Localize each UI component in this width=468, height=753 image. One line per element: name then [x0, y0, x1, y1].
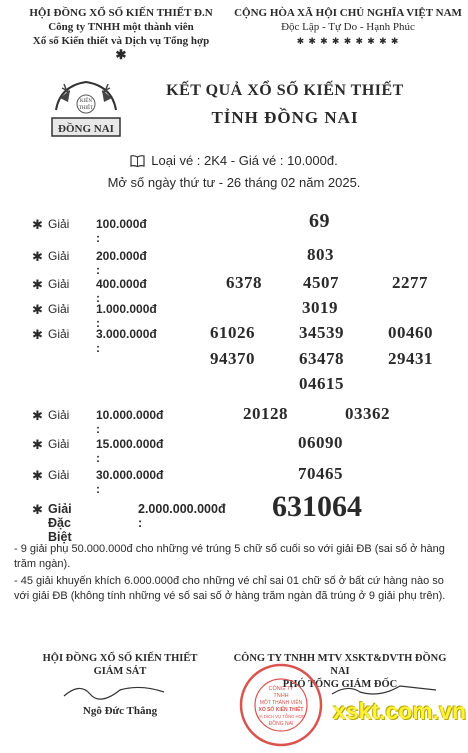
winning-number: 06090 [298, 433, 343, 452]
page-subtitle: TỈNH ĐỒNG NAI [211, 108, 359, 127]
director-signature-scribble [330, 680, 440, 700]
supervisor-org: HỘI ĐỒNG XỔ SỐ KIẾN THIẾT [42, 653, 198, 664]
issuer-name: HỘI ĐỒNG XỔ SỐ KIẾN THIẾT Đ.N [29, 7, 213, 19]
supervisor-signature-scribble [60, 680, 170, 704]
prize-label: Giải [48, 468, 70, 482]
winning-number: 34539 [299, 323, 344, 342]
logo-bottom-text: ĐỒNG NAI [58, 123, 114, 135]
winning-number: 803 [307, 245, 334, 264]
prize-label: Giải [48, 437, 70, 451]
winning-number: 3019 [302, 298, 338, 317]
stamp-line6: ĐỒNG NAI [268, 721, 294, 727]
winning-number: 61026 [210, 323, 255, 342]
page-title: KẾT QUẢ XỔ SỐ KIẾN THIẾT [166, 82, 404, 99]
star-icon: ✱ [32, 327, 43, 342]
national-title: CỘNG HÒA XÃ HỘI CHỦ NGHĨA VIỆT NAM [234, 7, 462, 19]
prize-amount: 10.000.000đ : [96, 408, 164, 436]
prize-label: Giải [48, 327, 70, 341]
logo-top-text: KIẾN [80, 99, 92, 104]
winning-number: 94370 [210, 349, 255, 368]
prize-notes [14, 542, 462, 604]
prize-label: Giải [48, 408, 70, 422]
winning-number: 29431 [388, 349, 433, 368]
winning-number: 03362 [345, 404, 390, 423]
note-secondary-prizes: - 9 giải phụ 50.000.000đ cho những vé trúng 5 chữ số cuối so với giải ĐB (sai số ở hàng trăm ngàn). [14, 543, 445, 570]
logo-mid-text: THIẾT [78, 106, 94, 111]
ticket-type: Loại vé : 2K4 - Giá vé : 10.000đ. [151, 153, 338, 168]
issuer-company: Công ty TNHH một thành viên [48, 21, 194, 33]
winning-number: 2277 [392, 273, 428, 292]
winning-number: 63478 [299, 349, 344, 368]
star-icon: ✱ [32, 277, 43, 292]
issuer-header [6, 6, 236, 62]
deer-emblem-icon [50, 72, 122, 138]
winning-number: 04615 [299, 374, 344, 393]
star-icon: ✱ [32, 408, 43, 423]
star-icon: ✱ [32, 217, 43, 232]
stamp-line1: CÔNG TY [268, 686, 294, 692]
star-icon: ✱ [32, 502, 43, 517]
prize-amount: 15.000.000đ : [96, 437, 164, 465]
prize-amount: 100.000đ : [96, 217, 147, 245]
winning-number: 00460 [388, 323, 433, 342]
supervisor-signature-block [30, 652, 210, 678]
special-winning-number: 631064 [272, 490, 362, 523]
national-header [232, 6, 464, 48]
star-icon: ✱ [32, 249, 43, 264]
supervisor-name: Ngô Đức Thắng [82, 705, 158, 717]
site-watermark: xskt.com.vn [333, 698, 466, 724]
prize-label: Giải [48, 249, 70, 263]
special-prize-label: Giải Đặc Biệt [48, 502, 72, 544]
prize-amount: 1.000.000đ : [96, 302, 157, 330]
stamp-line5: VÀ DỊCH VỤ TỔNG HỢP [257, 714, 305, 719]
company-role: PHÓ TỔNG GIÁM ĐỐC [282, 679, 398, 690]
ticket-info [0, 153, 468, 170]
winning-number: 4507 [303, 273, 339, 292]
winning-number: 70465 [298, 464, 343, 483]
prize-label: Giải [48, 217, 70, 231]
prize-amount: 30.000.000đ : [96, 468, 164, 496]
book-icon [130, 155, 145, 170]
winning-number: 69 [309, 210, 330, 232]
issuer-ornament: ✱ [115, 47, 127, 62]
stamp-line3: MỘT THÀNH VIÊN [259, 700, 303, 706]
special-prize-amount: 2.000.000.000đ : [138, 502, 226, 530]
prize-amount: 400.000đ : [96, 277, 147, 305]
company-name: CÔNG TY TNHH MTV XSKT&DVTH ĐỒNG NAI [233, 653, 447, 677]
winning-number: 6378 [226, 273, 262, 292]
prize-label: Giải [48, 302, 70, 316]
winning-number: 20128 [243, 404, 288, 423]
stamp-line2: TNHH [273, 693, 289, 699]
note-consolation-prizes: - 45 giải khuyến khích 6.000.000đ cho những vé chỉ sai 01 chữ số ở bất cứ hàng nào so với giải ĐB (không tính những vé số sai số ở hàng trăm ngàn đã trúng ở 9 giải phụ trên). [14, 575, 446, 602]
draw-date: Mở số ngày thứ tư - 26 tháng 02 năm 2025. [107, 175, 361, 190]
prize-amount: 3.000.000đ : [96, 327, 157, 355]
prize-amount: 200.000đ : [96, 249, 147, 277]
issuer-division: Xổ số Kiến thiết và Dịch vụ Tổng hợp [32, 35, 210, 47]
national-motto: Độc Lập - Tự Do - Hạnh Phúc [281, 21, 415, 33]
stamp-line4: XỔ SỐ KIẾN THIẾT [258, 707, 304, 713]
national-ornament: ✱ ✱ ✱ ✱ ✱ ✱ ✱ ✱ ✱ [296, 36, 400, 46]
star-icon: ✱ [32, 468, 43, 483]
supervisor-role: GIÁM SÁT [93, 666, 147, 677]
star-icon: ✱ [32, 437, 43, 452]
star-icon: ✱ [32, 302, 43, 317]
prize-label: Giải [48, 277, 70, 291]
dong-nai-logo [50, 72, 122, 138]
